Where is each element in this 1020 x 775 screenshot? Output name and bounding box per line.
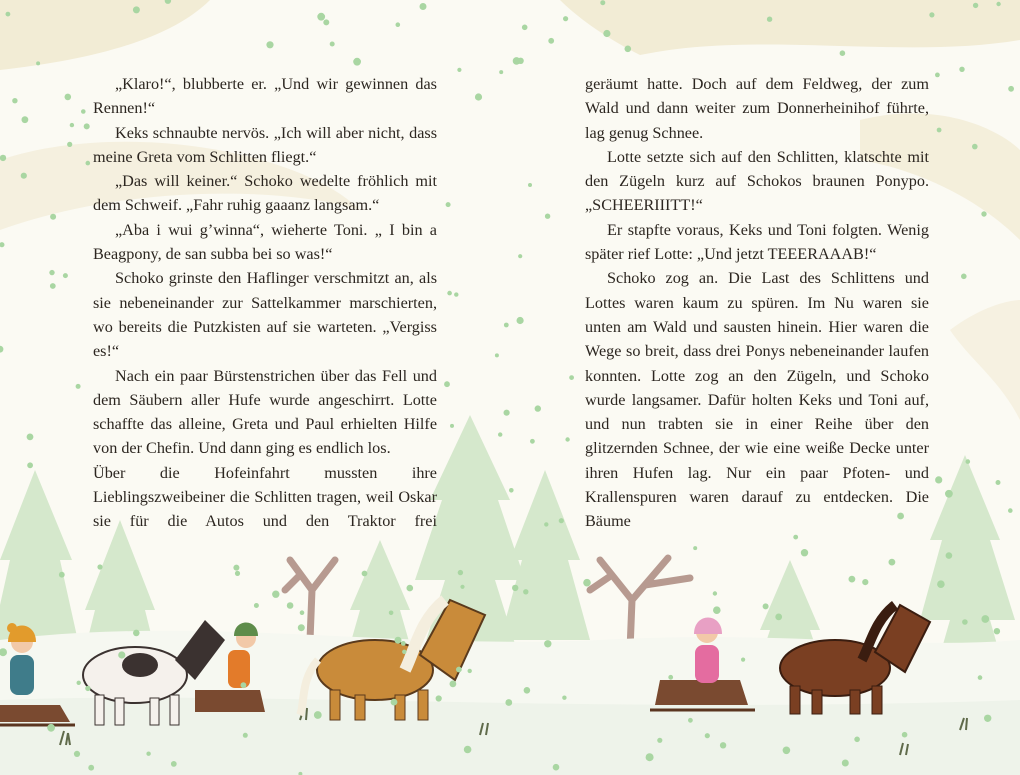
snow-dot [793,535,798,540]
snow-dot [317,13,325,21]
snow-dot [937,128,942,133]
paragraph: geräumt hatte. Doch auf dem Feldweg, der zum Wald und dann weiter zum Donnerheinihof führte, lag genug Schnee. [585,75,929,142]
snow-dot [27,434,34,441]
text-column-right [585,72,929,534]
snow-dot [688,718,693,723]
snow-dot [512,585,518,591]
snow-dot [713,606,721,614]
snow-dot [457,68,461,72]
snow-dot [12,98,17,103]
snow-dot [118,651,125,658]
snow-dot [984,715,991,722]
snow-dot [889,559,896,566]
snow-dot [559,518,564,523]
snow-dot [646,753,654,761]
snow-dot [544,522,548,526]
snow-dot [962,619,968,625]
snow-dot [763,603,769,609]
snow-dot [528,183,532,187]
snow-dot [450,424,454,428]
paragraph: Schoko zog an. Die Last des Schlittens und Lottes waren kaum zu spüren. Im Nu waren sie unten am Wald und sausten hinein. Hier waren die Wege so breit, dass drei Ponys nebeneinander laufen konnten. Lotte zog an den Zügeln, und Schoko wurde langsamer. Dafür holten Keks und Toni auf, und nun trabten sie in einer Reihe über den glitzernden Schnee, der wie eine weiße Decke unter ihren Hufen lag. Nur ein paar Pfoten- und Krallenspuren waren darauf zu entdecken. Die Bäume [585,269,929,531]
snow-dot [978,675,983,680]
snow-dot [902,732,908,738]
snow-dot [583,579,591,587]
snow-dot [1008,86,1014,92]
snow-dot [524,687,531,694]
snow-dot [460,585,464,589]
snow-dot [330,42,335,47]
snow-dot [741,658,745,662]
snow-dot [27,462,33,468]
snow-dot [657,738,662,743]
snow-dot [840,50,846,56]
snow-dot [518,254,522,258]
snow-dot [85,686,90,691]
snow-dot [76,384,81,389]
snow-dot [402,650,406,654]
paragraph: „Aba i wui g’winna“, wieherte Toni. „ I bin a Beagpony, de san subba bei so was!“ [93,220,437,264]
snow-dot [544,640,551,647]
snow-dot [146,752,150,756]
snow-dot [966,459,971,464]
snow-dot [553,764,560,771]
snow-dot [498,432,502,436]
snow-dot [444,381,450,387]
snow-dot [362,571,368,577]
snow-dot [233,565,239,571]
snow-dot [801,549,808,556]
snow-dot [6,12,11,17]
snow-dot [767,17,772,22]
snow-dot [171,761,177,767]
snow-dot [0,155,6,161]
snow-dot [775,614,782,621]
snow-dot [720,742,726,748]
snow-dot [0,346,3,353]
snow-dot [407,585,414,592]
snow-dot [133,6,140,13]
snow-dot [300,610,305,615]
snow-dot [450,681,457,688]
snow-dot [961,274,967,280]
snow-dot [314,711,322,719]
snow-dot [783,747,791,755]
snow-dot [563,16,568,21]
snow-dot [504,323,509,328]
text-column-left [93,72,437,534]
paragraph: Keks schnaubte nervös. „Ich will aber nicht, dass meine Greta vom Schlitten fliegt.“ [93,123,437,166]
snow-dot [713,591,717,595]
paragraph: „Klaro!“, blubberte er. „Und wir gewinnen das Rennen!“ [93,75,437,118]
snow-dot [420,3,427,10]
snow-dot [509,488,514,493]
snow-dot [959,67,964,72]
snow-dot [996,2,1000,6]
snow-dot [475,93,482,100]
paragraph: Über die Hofeinfahrt mussten ihre Lieblingszweibeiner die Schlitten tragen, weil Oskar sie für die Autos und den Traktor frei [93,463,437,531]
snow-dot [548,38,554,44]
snow-dot [133,630,140,637]
snow-dot [464,746,472,754]
snow-dot [945,490,953,498]
snow-dot [298,624,305,631]
snow-dot [504,410,510,416]
snow-dot [505,699,512,706]
snow-dot [0,242,4,247]
snow-dot [562,696,566,700]
snow-dot [705,733,710,738]
snow-dot [77,681,81,685]
snow-dot [929,12,934,17]
snow-dot [603,30,610,37]
snow-dot [458,570,463,575]
paragraph: Schoko grinste den Haflinger verschmitzt an, als sie nebeneinander zur Sattelkammer marschierten, wo bereits die Putzkisten auf sie warteten. „Vergiss es!“ [93,269,437,361]
snow-dot [668,675,673,680]
snow-dot [517,58,523,64]
snow-dot [946,552,953,559]
snow-dot [972,144,978,150]
snow-dot [468,669,472,673]
snow-dot [401,641,406,646]
snow-dot [935,73,940,78]
snow-dot [67,142,72,147]
snow-dot [22,116,29,123]
paragraph: Er stapfte voraus, Keks und Toni folgten. Wenig später rief Lotte: „Und jetzt TEEERAAAB!“ [585,220,929,264]
snow-dot [495,353,499,357]
snow-dot [530,439,535,444]
snow-dot [50,214,56,220]
snow-dot [395,637,402,644]
snow-dot [499,70,503,74]
snow-dot [272,591,279,598]
snow-dot [21,173,27,179]
snow-dot [436,695,442,701]
snow-dot [235,571,240,576]
snow-dot [49,270,54,275]
snow-dot [569,375,574,380]
snow-dot [842,760,849,767]
snow-dot [266,41,273,48]
snow-dot [937,580,945,588]
snow-dot [854,737,860,743]
snow-dot [287,602,294,609]
snow-dot [389,611,394,616]
snow-dot [600,0,605,5]
snow-dot [545,214,550,219]
snow-dot [59,572,65,578]
snow-dot [391,699,398,706]
snow-dot [396,22,401,27]
snow-dot [446,202,451,207]
snow-dot [63,273,68,278]
snow-dot [973,3,978,8]
snow-dot [70,123,74,127]
snow-dot [47,724,55,732]
snow-dot [565,437,569,441]
snow-dot [849,576,856,583]
snow-dot [625,46,632,53]
snow-dot [456,667,462,673]
snow-dot [935,476,942,483]
snow-dot [241,682,247,688]
paragraph: Lotte setzte sich auf den Schlitten, klatschte mit den Zügeln kurz auf Schokos braunen Ponypo. „SCHEERIIITT!“ [585,147,929,215]
snow-dot [86,161,91,166]
snow-dot [447,291,452,296]
snow-dot [454,292,458,296]
snow-dot [88,765,94,771]
snow-dot [65,94,72,101]
snow-dot [50,283,56,289]
snow-dot [535,405,541,411]
snow-dot [353,58,361,66]
snow-dot [254,603,259,608]
snow-dot [323,19,329,25]
snow-dot [74,751,80,757]
snow-dot [243,733,248,738]
snow-dot [994,628,1000,634]
snow-dot [84,123,90,129]
snow-dot [981,615,989,623]
snow-dot [522,25,528,31]
snow-dot [1008,508,1013,513]
snow-dot [523,589,528,594]
snow-dot [81,109,86,114]
snow-dot [693,546,697,550]
snow-dot [517,317,524,324]
snow-dot [862,579,868,585]
snow-dot [36,61,40,65]
paragraph: Nach ein paar Bürstenstrichen über das Fell und dem Säubern aller Hufe wurde angeschirrt. Lotte schaffte das alleine, Greta und Paul erhielten Hilfe von der Chefin. Und dann ging es endlich los. [93,366,437,458]
snow-dot [97,564,102,569]
snow-dot [996,480,1001,485]
snow-dot [981,211,986,216]
paragraph: „Das will keiner.“ Schoko wedelte fröhlich mit dem Schweif. „Fahr ruhig gaaanz langsam.“ [93,172,437,215]
